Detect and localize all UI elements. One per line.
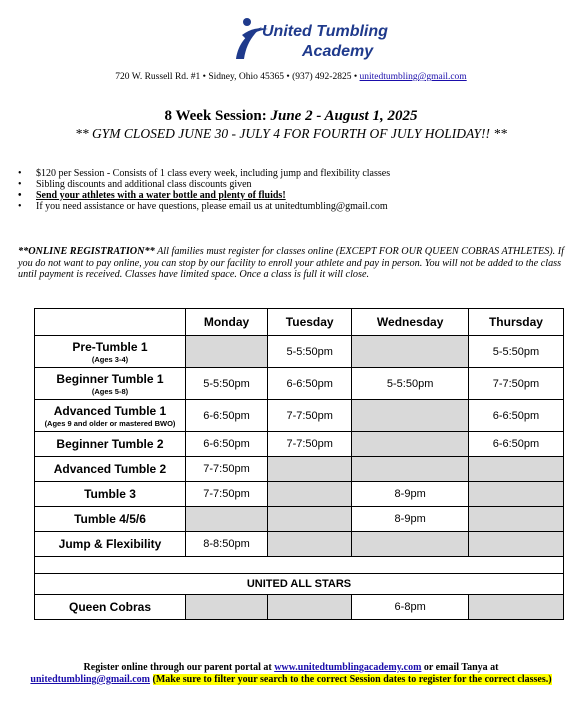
schedule-cell: 8-9pm	[352, 507, 469, 532]
class-name-cell	[35, 432, 186, 457]
logo-text-line2: Academy	[302, 43, 374, 60]
schedule-separator-row	[35, 557, 564, 574]
schedule-row	[35, 482, 564, 507]
footer-line2	[0, 674, 582, 686]
schedule-row	[35, 507, 564, 532]
header-day: Monday	[186, 309, 268, 336]
schedule-row	[35, 432, 564, 457]
portal-link[interactable]: www.unitedtumblingacademy.com	[274, 662, 422, 673]
logo-text-line1: United Tumbling	[262, 23, 388, 40]
class-name: Beginner Tumble 1	[56, 371, 164, 386]
schedule-cell: 5-5:50pm	[352, 368, 469, 400]
schedule-cell: 7-7:50pm	[186, 457, 268, 482]
schedule-cell	[468, 595, 563, 620]
allstars-title: UNITED ALL STARS	[35, 574, 564, 595]
class-name: Advanced Tumble 1	[53, 403, 167, 418]
closed-notice: ** GYM CLOSED JUNE 30 - JULY 4 FOR FOURTH OF JULY HOLIDAY!! **	[75, 126, 507, 141]
schedule-cell: 7-7:50pm	[268, 432, 352, 457]
schedule-cell	[268, 457, 352, 482]
schedule-cell	[186, 336, 268, 368]
schedule-cell	[468, 507, 563, 532]
schedule-cell	[352, 532, 469, 557]
header-day: Wednesday	[352, 309, 469, 336]
class-age: (Ages 9 and older or mastered BWO)	[44, 418, 176, 428]
info-item-contact: • If you need assistance or have questions, please email us at unitedtumbling@gmail.com	[18, 201, 558, 212]
class-age: (Ages 5-8)	[91, 386, 129, 396]
address-line	[0, 72, 582, 82]
class-name-cell	[35, 368, 186, 400]
class-name-cell	[35, 507, 186, 532]
separator-cell	[35, 557, 564, 574]
schedule-cell: 7-7:50pm	[468, 368, 563, 400]
class-name: Advanced Tumble 2	[53, 462, 167, 476]
academy-logo	[232, 15, 402, 65]
session-label: 8 Week Session:	[164, 108, 271, 124]
schedule-cell: 6-6:50pm	[468, 432, 563, 457]
class-name: Tumble 3	[84, 487, 136, 501]
info-item-discounts: • Sibling discounts and additional class discounts given	[18, 179, 558, 190]
header-day: Tuesday	[268, 309, 352, 336]
class-name-cell	[35, 532, 186, 557]
class-name-cell	[35, 400, 186, 432]
schedule-cell: 5-5:50pm	[468, 336, 563, 368]
schedule-table	[34, 308, 564, 620]
address-text: 720 W. Russell Rd. #1 • Sidney, Ohio 45365 • (937) 492-2825 •	[115, 72, 360, 82]
schedule-cell	[186, 507, 268, 532]
schedule-cell: 5-5:50pm	[268, 336, 352, 368]
schedule-cell: 8-9pm	[352, 482, 469, 507]
class-age: (Ages 3-4)	[91, 354, 129, 364]
class-name: Jump & Flexibility	[58, 537, 162, 551]
schedule-row	[35, 400, 564, 432]
allstars-row	[35, 574, 564, 595]
class-name: Tumble 4/5/6	[74, 512, 146, 526]
schedule-cell: 5-5:50pm	[186, 368, 268, 400]
session-dates: June 2 - August 1, 2025	[270, 108, 418, 124]
schedule-cell	[352, 432, 469, 457]
schedule-cell: 7-7:50pm	[268, 400, 352, 432]
schedule-cell	[352, 336, 469, 368]
schedule-cell: 7-7:50pm	[186, 482, 268, 507]
schedule-row	[35, 368, 564, 400]
schedule-cell: 6-6:50pm	[468, 400, 563, 432]
footer-text-post: or email Tanya at	[421, 662, 499, 673]
schedule-cell	[268, 532, 352, 557]
schedule-row	[35, 336, 564, 368]
schedule-cell: 6-6:50pm	[186, 432, 268, 457]
schedule-cell: 8-8:50pm	[186, 532, 268, 557]
schedule-cell	[468, 457, 563, 482]
schedule-header-row	[35, 309, 564, 336]
schedule-cell: 6-8pm	[352, 595, 469, 620]
schedule-cell: 6-6:50pm	[268, 368, 352, 400]
class-name: Queen Cobras	[68, 600, 152, 614]
online-registration-notice	[18, 246, 576, 281]
footer-line1	[0, 662, 582, 674]
session-title	[0, 108, 582, 125]
footer-email-link[interactable]: unitedtumbling@gmail.com	[30, 674, 151, 685]
schedule-cell	[352, 457, 469, 482]
address-email-link[interactable]: unitedtumbling@gmail.com	[359, 72, 467, 82]
info-list	[18, 168, 558, 212]
class-name-cell	[35, 336, 186, 368]
schedule-row	[35, 457, 564, 482]
info-item-price: • $120 per Session - Consists of 1 class every week, including jump and flexibility classes	[18, 168, 558, 179]
schedule-cell	[268, 507, 352, 532]
schedule-cell	[468, 532, 563, 557]
schedule-cell	[268, 595, 352, 620]
online-registration-body: All families must register for classes online (EXCEPT FOR OUR QUEEN COBRAS ATHLETES). If you do not want to pay online, you can stop by our facility to enroll your athlete and pay in person. You will not be added to the class until payment is received. Classes have limited space. Once a class is full it will close.	[18, 246, 564, 281]
schedule-cell	[186, 595, 268, 620]
header-day: Thursday	[468, 309, 563, 336]
class-name: Pre-Tumble 1	[72, 339, 148, 354]
class-name-cell	[35, 457, 186, 482]
class-name-cell	[35, 482, 186, 507]
schedule-row-queen-cobras	[35, 595, 564, 620]
schedule-row	[35, 532, 564, 557]
footer-text-pre: Register online through our parent portal at	[83, 662, 275, 673]
schedule-cell: 6-6:50pm	[186, 400, 268, 432]
header-corner	[35, 309, 186, 336]
footer-highlight-note: (Make sure to filter your search to the correct Session dates to register for the correct classes.)	[152, 674, 552, 685]
footer	[0, 662, 582, 686]
class-name: Beginner Tumble 2	[56, 437, 164, 451]
schedule-cell	[468, 482, 563, 507]
schedule-cell	[268, 482, 352, 507]
online-registration-lead: **ONLINE REGISTRATION**	[18, 246, 155, 257]
info-item-water: • Send your athletes with a water bottle and plenty of fluids!	[18, 190, 558, 201]
class-name-cell	[35, 595, 186, 620]
schedule-cell	[352, 400, 469, 432]
